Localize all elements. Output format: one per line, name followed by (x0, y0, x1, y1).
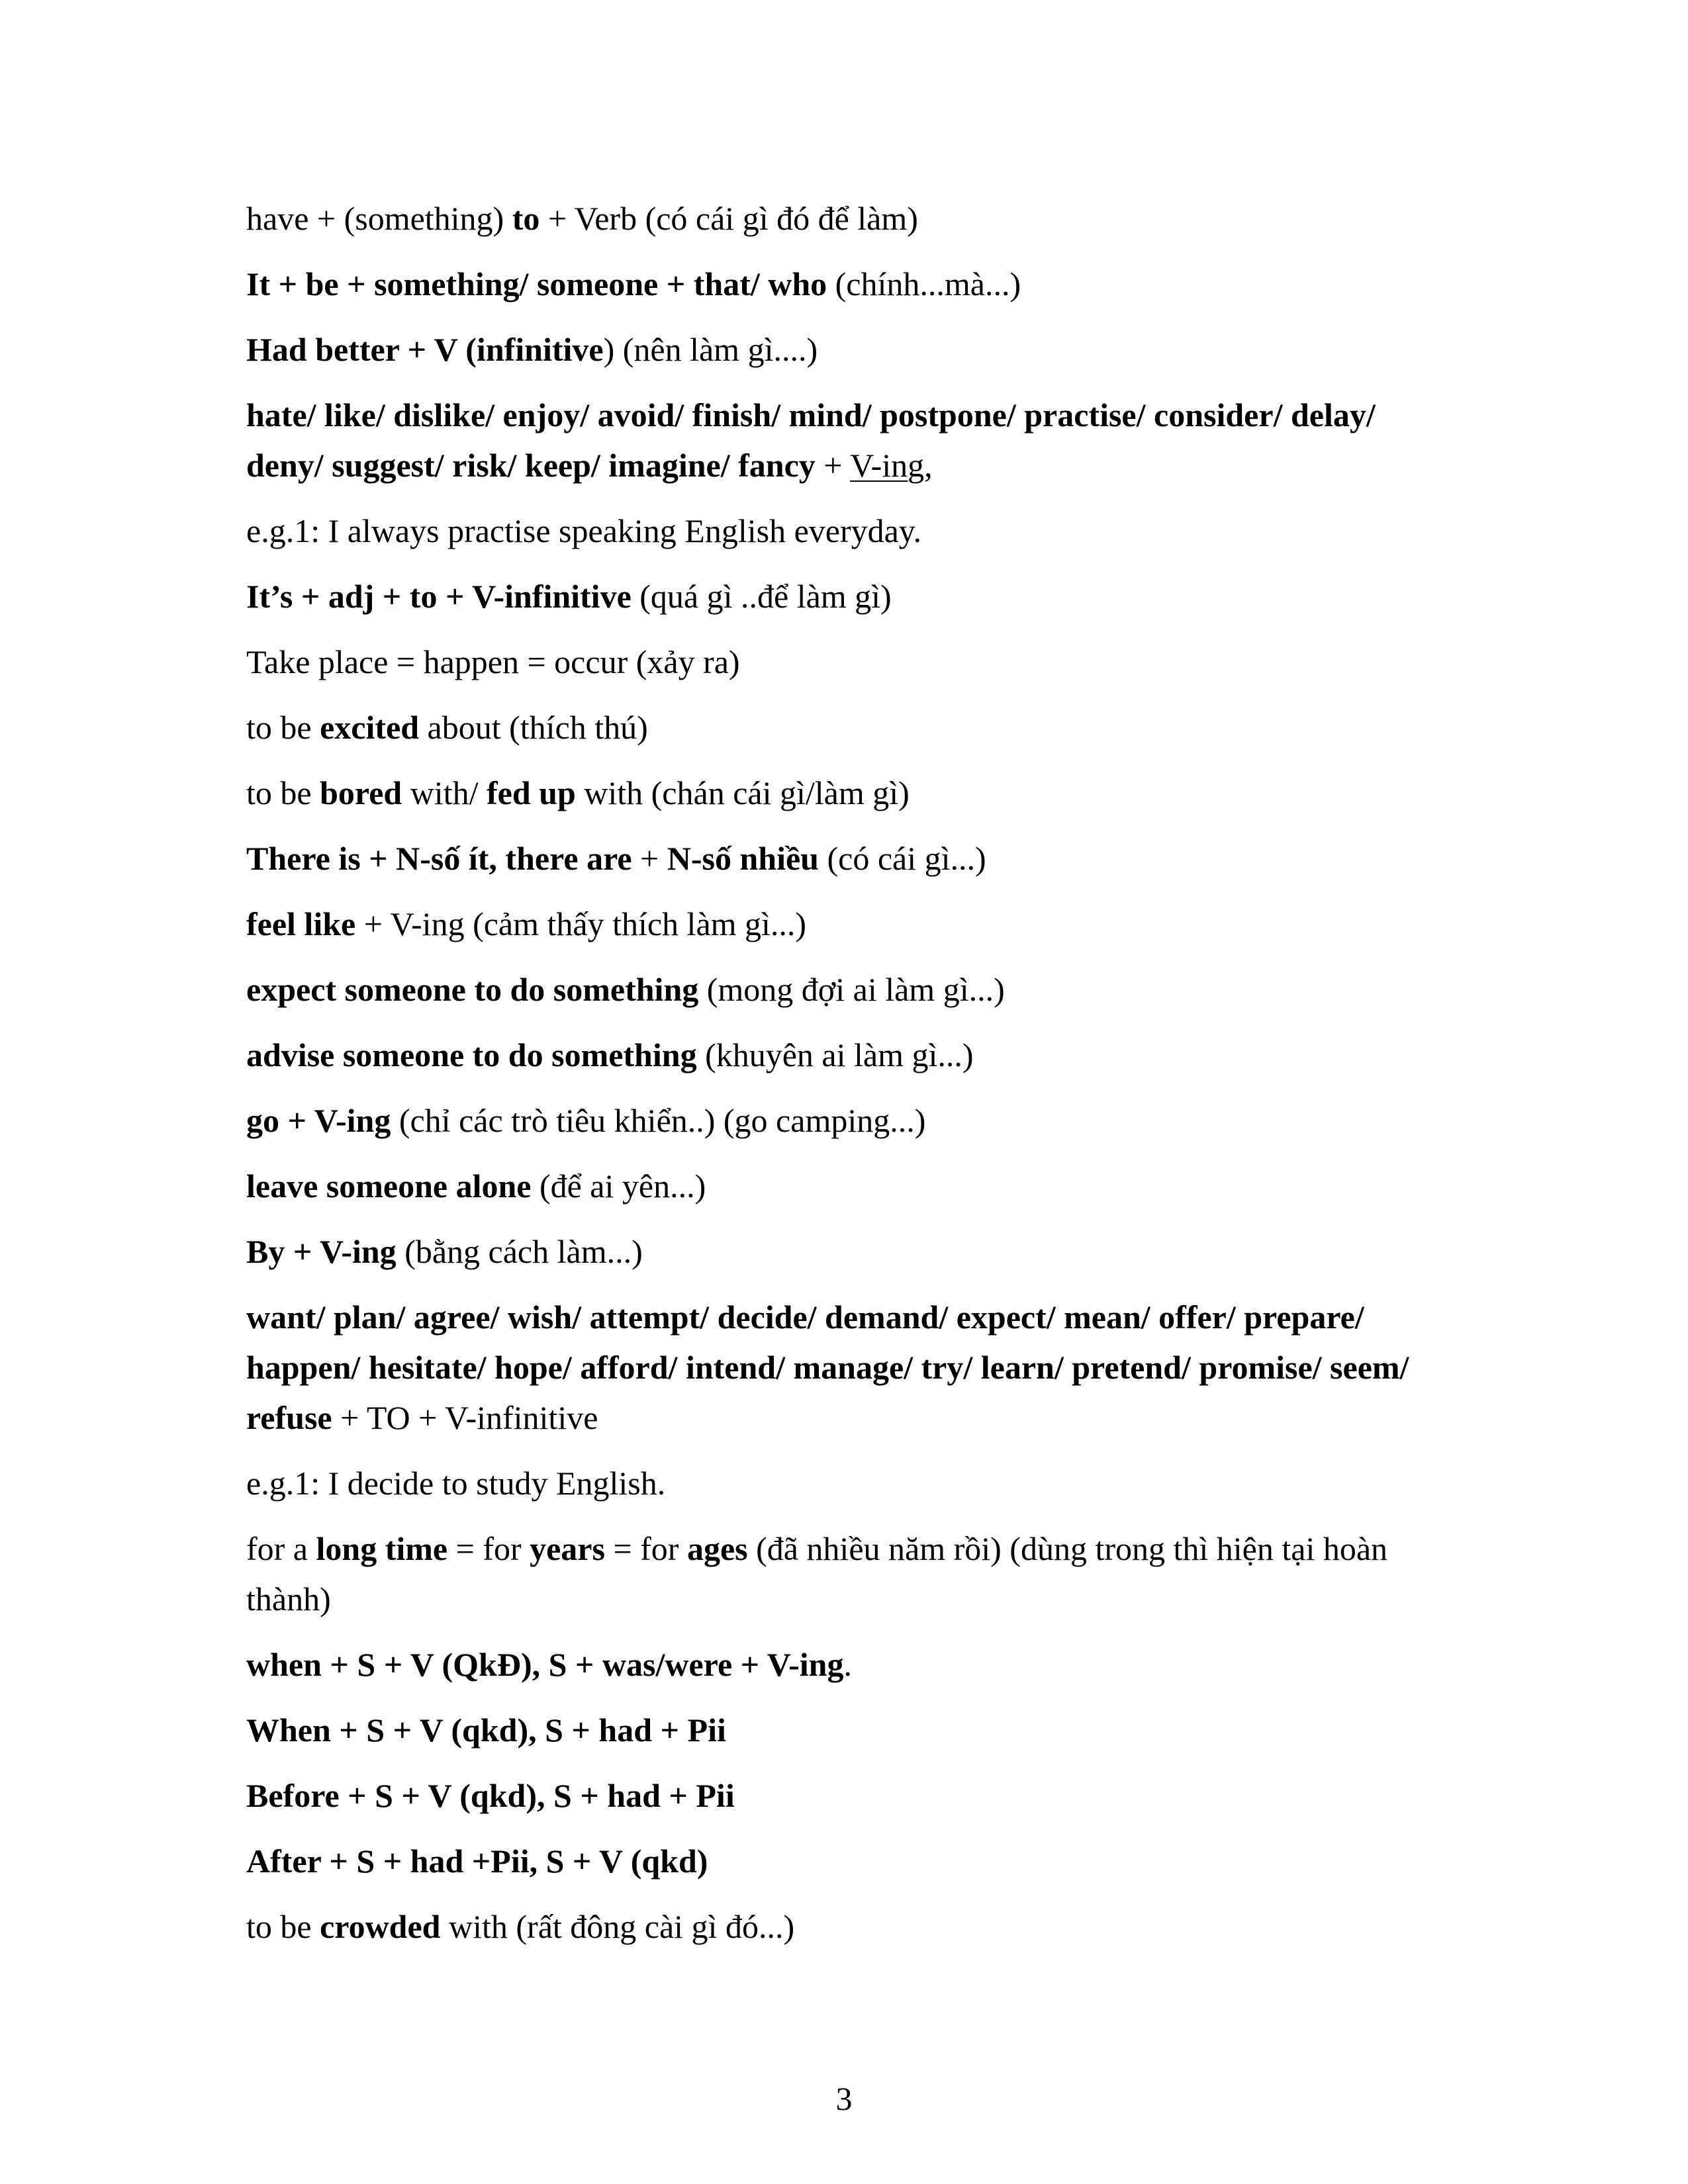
text-segment: , (924, 447, 933, 484)
text-line (246, 899, 1438, 949)
text-segment: (khuyên ai làm gì...) (696, 1036, 974, 1073)
text-line (246, 1901, 1438, 1952)
bold-text-segment: Before + S + V (qkd), S + had + Pii (246, 1777, 735, 1814)
bold-text-segment: It’s + adj + to + V-infinitive (246, 578, 632, 615)
bold-text-segment: to (512, 200, 540, 237)
text-segment: to be (246, 774, 320, 811)
text-line (246, 571, 1438, 621)
text-segment: (đã nhiều năm rồi) (dùng trong thì hiện tại hoàn thành) (246, 1530, 1388, 1617)
text-segment: to be (246, 1908, 320, 1945)
text-segment: with/ (402, 774, 487, 811)
bold-text-segment: hate/ like/ dislike/ enjoy/ avoid/ finish/ mind/ postpone/ practise/ consider/ delay/ deny/ suggest/ risk/ keep/ imagine/ fancy (246, 396, 1376, 484)
bold-text-segment: fed up (487, 774, 576, 811)
bold-text-segment: By + V-ing (246, 1233, 397, 1270)
bold-text-segment: feel like (246, 905, 356, 942)
text-line (246, 506, 1438, 556)
bold-text-segment: Had better + V (infinitive (246, 331, 604, 368)
text-line (246, 1226, 1438, 1277)
text-segment: (bằng cách làm...) (396, 1233, 643, 1270)
text-line (246, 1705, 1438, 1755)
text-segment: with (rất đông cài gì đó...) (440, 1908, 795, 1945)
bold-text-segment: leave someone alone (246, 1167, 532, 1205)
text-segment: e.g.1: I always practise speaking English everyday. (246, 512, 922, 549)
text-segment: + Verb (có cái gì đó để làm) (539, 200, 918, 237)
bold-text-segment: It + be + something/ someone + that/ who (246, 265, 827, 302)
bold-text-segment: long time (316, 1530, 448, 1567)
text-segment: with (chán cái gì/làm gì) (575, 774, 910, 811)
bold-text-segment: excited (320, 709, 420, 746)
text-segment: + (815, 447, 851, 484)
text-line (246, 702, 1438, 752)
text-segment: + TO + V-infinitive (332, 1399, 598, 1436)
text-segment: ) (nên làm gì....) (603, 331, 818, 368)
text-line (246, 1639, 1438, 1690)
text-line (246, 193, 1438, 244)
text-line (246, 1770, 1438, 1821)
text-segment: + (632, 840, 667, 877)
text-line (246, 390, 1438, 490)
text-segment: + V-ing (cảm thấy thích làm gì...) (355, 905, 807, 942)
text-line (246, 637, 1438, 687)
bold-text-segment: go + V-ing (246, 1102, 391, 1139)
bold-text-segment: expect someone to do something (246, 971, 699, 1008)
bold-text-segment: bored (320, 774, 402, 811)
text-line (246, 1030, 1438, 1080)
text-segment: (chỉ các trò tiêu khiển..) (go camping...) (391, 1102, 926, 1139)
bold-text-segment: years (530, 1530, 605, 1567)
text-line (246, 324, 1438, 375)
text-line (246, 1161, 1438, 1211)
text-line (246, 768, 1438, 818)
bold-text-segment: When + S + V (qkd), S + had + Pii (246, 1711, 726, 1749)
text-segment: have + (something) (246, 200, 512, 237)
bold-text-segment: There is + N-số ít, there are (246, 840, 632, 877)
text-line (246, 833, 1438, 884)
text-line (246, 1292, 1438, 1443)
bold-text-segment: when + S + V (QkĐ), S + was/were + V-ing (246, 1646, 844, 1683)
text-segment: (để ai yên...) (531, 1167, 706, 1205)
page-number: 3 (835, 2080, 853, 2117)
bold-text-segment: crowded (320, 1908, 441, 1945)
text-segment: for a (246, 1530, 316, 1567)
bold-text-segment: advise someone to do something (246, 1036, 697, 1073)
text-segment: . (843, 1646, 852, 1683)
text-segment: (quá gì ..để làm gì) (631, 578, 892, 615)
bold-text-segment: After + S + had +Pii, S + V (qkd) (246, 1843, 708, 1880)
text-line (246, 964, 1438, 1015)
text-segment: (mong đợi ai làm gì...) (698, 971, 1005, 1008)
bold-text-segment: N-số nhiều (667, 840, 819, 877)
text-segment: about (thích thú) (419, 709, 648, 746)
text-line (246, 259, 1438, 309)
text-segment: = for (604, 1530, 687, 1567)
text-segment: V-ing (850, 447, 925, 484)
bold-text-segment: ages (686, 1530, 748, 1567)
text-segment: e.g.1: I decide to study English. (246, 1465, 666, 1502)
text-line (246, 1095, 1438, 1146)
text-segment: to be (246, 709, 320, 746)
text-segment: (có cái gì...) (818, 840, 986, 877)
text-line (246, 1524, 1438, 1624)
text-segment: (chính...mà...) (827, 265, 1021, 302)
text-segment: = for (447, 1530, 530, 1567)
text-line (246, 1458, 1438, 1508)
document-body (246, 193, 1438, 1967)
bold-text-segment: want/ plan/ agree/ wish/ attempt/ decide/ demand/ expect/ mean/ offer/ prepare/ happen/ hesitate/ hope/ afford/ intend/ manage/ try/ learn/ pretend/ promise/ seem/ refuse (246, 1298, 1409, 1436)
text-segment: Take place = happen = occur (xảy ra) (246, 643, 740, 680)
text-line (246, 1836, 1438, 1886)
